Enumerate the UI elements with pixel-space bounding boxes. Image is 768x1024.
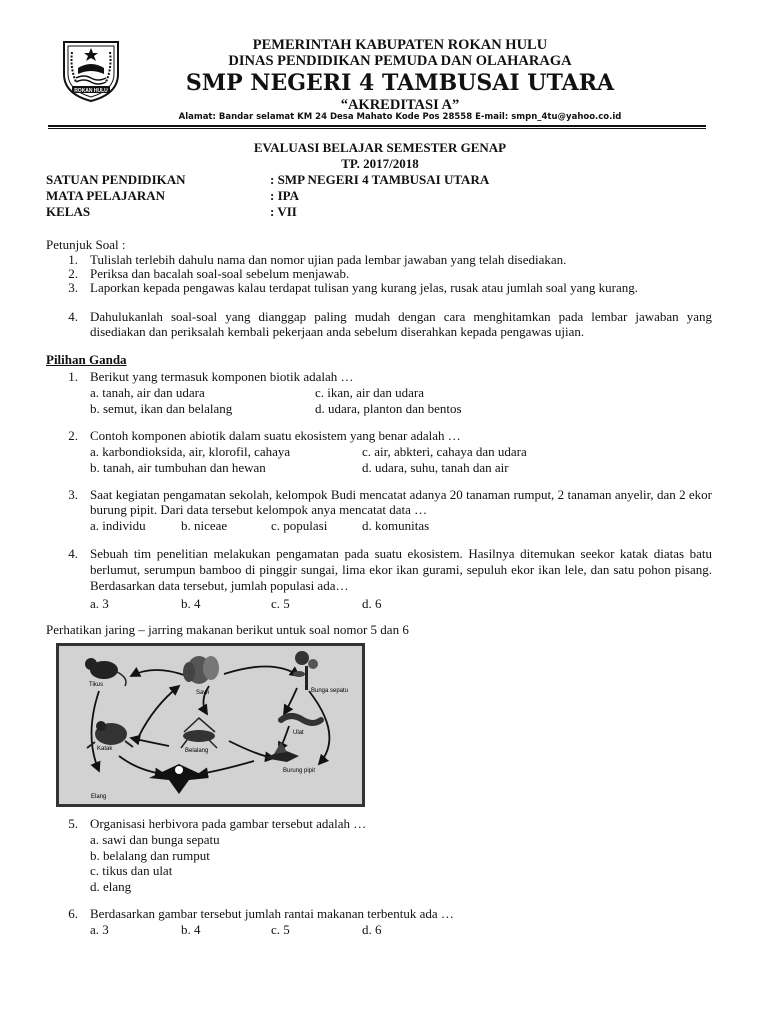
meta-label: KELAS: [46, 204, 91, 219]
answer-option: b. 4: [181, 596, 201, 611]
caterpillar-icon: [281, 716, 321, 723]
answer-option: a. 3: [90, 922, 109, 937]
label-ulat: Ulat: [293, 730, 304, 736]
rokan-hulu-logo: [58, 38, 124, 104]
instruction-item: Tulislah terlebih dahulu nama dan nomor ujian pada lembar jawaban yang telah disediakan.: [90, 252, 567, 267]
answer-option: c. populasi: [271, 518, 328, 533]
answer-option: b. niceae: [181, 518, 228, 533]
instruction-number: 2.: [68, 266, 78, 281]
food-web-diagram: [59, 646, 362, 804]
answer-option: a. sawi dan bunga sepatu: [90, 832, 220, 847]
answer-option: d. komunitas: [362, 518, 430, 533]
answer-option: b. tanah, air tumbuhan dan hewan: [90, 460, 266, 475]
header-rule-thin: [48, 128, 706, 129]
sparrow-icon: [264, 742, 299, 762]
question-number: 1.: [68, 369, 78, 384]
question-number: 6.: [68, 906, 78, 921]
instruction-number: 1.: [68, 252, 78, 267]
hibiscus-plant-icon: [293, 651, 318, 690]
answer-option: c. 5: [271, 922, 290, 937]
question-text: Sebuah tim penelitian melakukan pengamatan pada suatu ekosistem. Hasilnya ditemukan seekor katak diatas batu berlumut, serumpun bamboo di pinggir sungai, lima ekor ikan gurami, sepuluh ekor ikan lele, dan satu pohon pisang. Berdasarkan data tersebut, jumlah populasi ada…: [90, 546, 712, 593]
answer-option: b. belalang dan rumput: [90, 848, 210, 863]
department-name: DINAS PENDIDIKAN PEMUDA DAN OLAHARAGA: [228, 53, 572, 69]
exam-title: EVALUASI BELAJAR SEMESTER GENAP: [253, 140, 507, 155]
meta-value: : SMP NEGERI 4 TAMBUSAI UTARA: [270, 172, 490, 187]
instruction-number: 4.: [68, 309, 78, 324]
instruction-item: Dahulukanlah soal-soal yang dianggap paling mudah dengan cara menghitamkan pada lembar jawaban yang disediakan dan periksalah kembali pekerjaan anda sebelum diserahkan kepada pengawas ujian.: [90, 309, 712, 339]
foodweb-intro: Perhatikan jaring – jarring makanan berikut untuk soal nomor 5 dan 6: [46, 622, 409, 637]
answer-option: a. tanah, air dan udara: [90, 385, 205, 400]
question-text: Saat kegiatan pengamatan sekolah, kelompok Budi mencatat adanya 20 tanaman rumput, 2 tanaman anyelir, dan 2 ekor burung pipit. Dari data tersebut kelompok anya mencatat data …: [90, 487, 712, 517]
question-text: Berikut yang termasuk komponen biotik adalah …: [90, 369, 354, 384]
instruction-item: Periksa dan bacalah soal-soal sebelum menjawab.: [90, 266, 350, 281]
question-number: 4.: [68, 546, 78, 561]
answer-option: d. elang: [90, 879, 132, 894]
exam-year: TP. 2017/2018: [341, 156, 419, 171]
question-number: 2.: [68, 428, 78, 443]
question-number: 5.: [68, 816, 78, 831]
answer-option: d. udara, planton dan bentos: [315, 401, 462, 416]
label-elang: Elang: [91, 794, 107, 800]
answer-option: b. semut, ikan dan belalang: [90, 401, 233, 416]
meta-value: : VII: [270, 204, 297, 219]
question-text: Contoh komponen abiotik dalam suatu ekosistem yang benar adalah …: [90, 428, 461, 443]
school-name: SMP NEGERI 4 TAMBUSAI UTARA: [185, 70, 615, 96]
meta-row-unit: [46, 172, 490, 188]
meta-value: : IPA: [270, 188, 300, 203]
instruction-item: Laporkan kepada pengawas kalau terdapat tulisan yang kurang jelas, rusak atau jumlah soal yang kurang.: [90, 280, 638, 295]
answer-option: b. 4: [181, 922, 201, 937]
mustard-plant-icon: [183, 656, 219, 684]
label-sawi: Sawi: [196, 690, 210, 696]
grasshopper-icon: [181, 718, 217, 748]
label-tikus: Tikus: [89, 682, 104, 688]
logo-text: ROKAN HULU: [74, 88, 108, 94]
header-rule: [48, 125, 706, 127]
label-bunga-sepatu: Bunga sepatu: [311, 688, 349, 694]
answer-option: c. ikan, air dan udara: [315, 385, 425, 400]
answer-option: c. tikus dan ulat: [90, 863, 173, 878]
accreditation: “AKREDITASI A”: [340, 97, 460, 113]
answer-option: a. karbondioksida, air, klorofil, cahaya: [90, 444, 291, 459]
answer-option: d. udara, suhu, tanah dan air: [362, 460, 509, 475]
section-heading: Pilihan Ganda: [46, 352, 127, 367]
food-web-image: [56, 643, 365, 807]
meta-label: MATA PELAJARAN: [46, 188, 166, 203]
meta-label: SATUAN PENDIDIKAN: [46, 172, 186, 187]
question-number: 3.: [68, 487, 78, 502]
answer-option: d. 6: [362, 596, 382, 611]
frog-icon: [87, 721, 133, 748]
school-address: Alamat: Bandar selamat KM 24 Desa Mahato Kode Pos 28558 E-mail: smpn_4tu@yahoo.co.id: [178, 112, 622, 122]
instruction-number: 3.: [68, 280, 78, 295]
answer-option: c. air, abkteri, cahaya dan udara: [362, 444, 527, 459]
meta-row-subject: [46, 188, 300, 204]
label-burung-pipit: Burung pipit: [283, 768, 316, 774]
label-belalang: Belalang: [185, 748, 209, 754]
question-text: Berdasarkan gambar tersebut jumlah rantai makanan terbentuk ada …: [90, 906, 454, 921]
answer-option: c. 5: [271, 596, 290, 611]
answer-option: a. 3: [90, 596, 109, 611]
answer-option: d. 6: [362, 922, 382, 937]
government-name: PEMERINTAH KABUPATEN ROKAN HULU: [252, 37, 548, 53]
question-text: Organisasi herbivora pada gambar tersebut adalah …: [90, 816, 367, 831]
meta-row-class: [46, 204, 297, 220]
label-katak: Katak: [97, 746, 113, 752]
eagle-icon: [149, 764, 209, 794]
answer-option: a. individu: [90, 518, 146, 533]
instructions-heading: Petunjuk Soal :: [46, 237, 126, 252]
